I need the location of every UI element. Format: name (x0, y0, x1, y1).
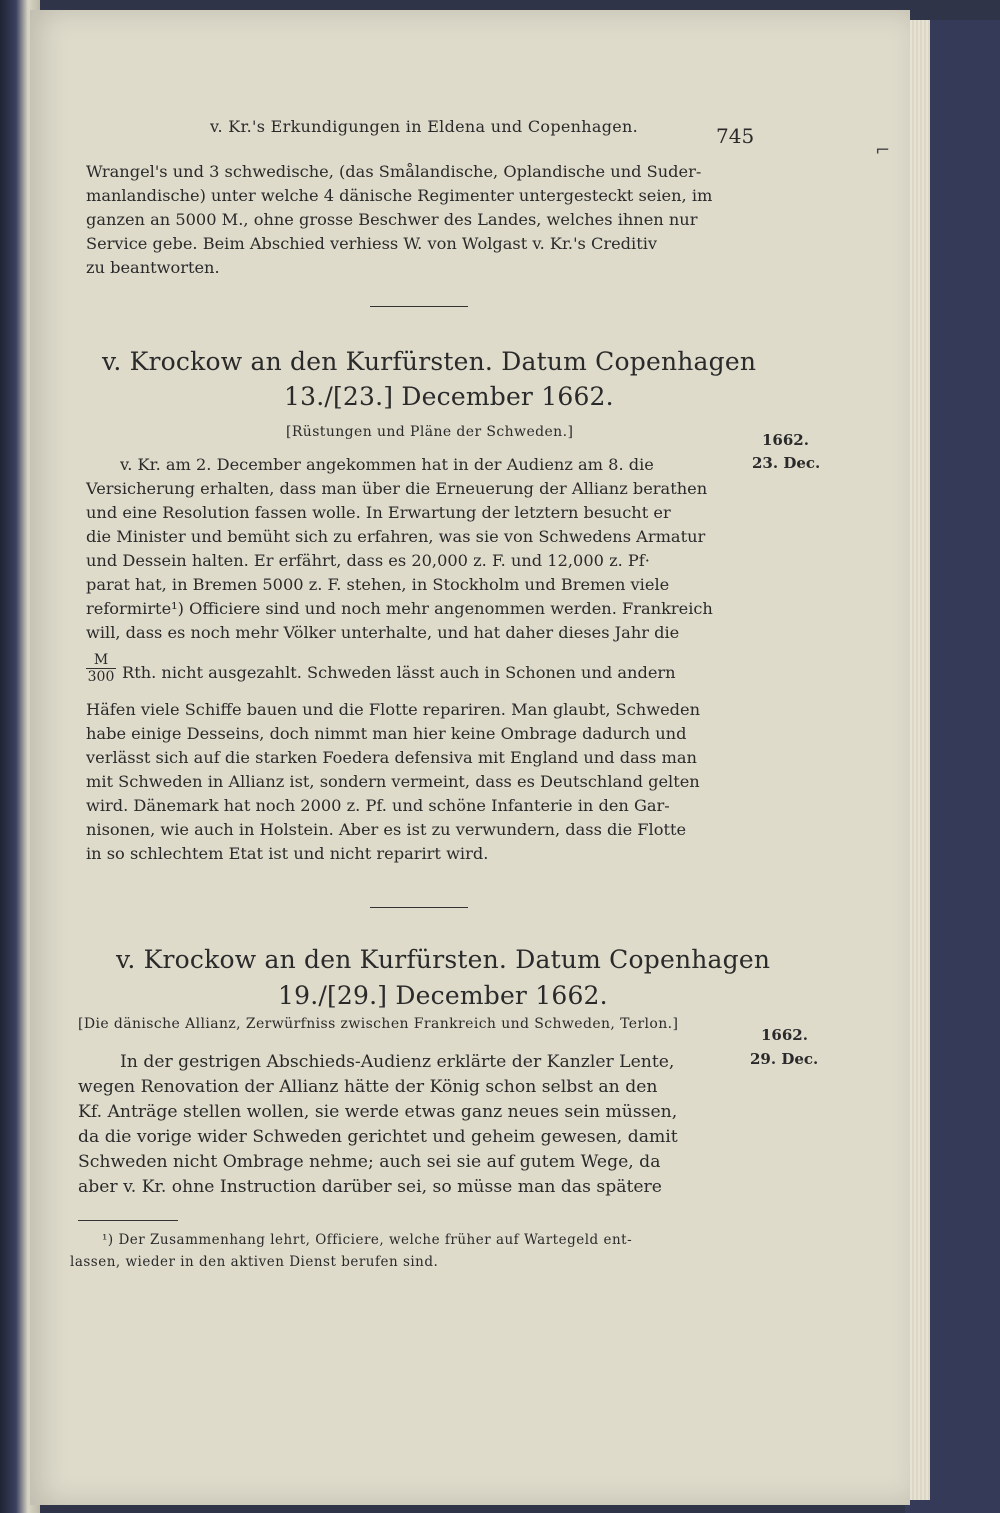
section-title: v. Krockow an den Kurfürsten. Datum Copenhagen (116, 945, 771, 974)
running-title: v. Kr.'s Erkundigungen in Eldena und Copenhagen. (210, 117, 639, 136)
margin-date: 29. Dec. (750, 1050, 819, 1068)
page-number: 745 (716, 124, 755, 148)
text-line: parat hat, in Bremen 5000 z. F. stehen, in Stockholm und Bremen viele (86, 575, 670, 594)
text-line: Schweden nicht Ombrage nehme; auch sei sie auf gutem Wege, da (78, 1152, 661, 1172)
text-line: die Minister und bemüht sich zu erfahren, was sie von Schwedens Armatur (86, 527, 706, 546)
text-line: und eine Resolution fassen wolle. In Erwartung der letztern besucht er (86, 503, 671, 522)
section-summary: [Die dänische Allianz, Zerwürfniss zwischen Frankreich und Schweden, Terlon.] (78, 1016, 679, 1032)
text-line: Kf. Anträge stellen wollen, sie werde etwas ganz neues sein müssen, (78, 1102, 678, 1122)
section-date: 13./[23.] December 1662. (284, 382, 614, 411)
text-line: Wrangel's und 3 schwedische, (das Smålandische, Oplandische und Suder- (86, 162, 702, 181)
margin-year: 1662. (762, 431, 809, 449)
text-line: Häfen viele Schiffe bauen und die Flotte repariren. Man glaubt, Schweden (86, 700, 701, 719)
text-line: nisonen, wie auch in Holstein. Aber es ist zu verwundern, dass die Flotte (86, 820, 687, 839)
fraction-denominator: 300 (87, 669, 115, 685)
text-line: da die vorige wider Schweden gerichtet und geheim gewesen, damit (78, 1127, 678, 1147)
text-line: reformirte¹) Officiere sind und noch mehr angenommen werden. Frankreich (86, 599, 713, 618)
footnote-divider (78, 1220, 178, 1221)
text-line: manlandische) unter welche 4 dänische Regimenter untergesteckt seien, im (86, 186, 713, 205)
text-line: Service gebe. Beim Abschied verhiess W. von Wolgast v. Kr.'s Creditiv (86, 234, 658, 253)
fraction-numerator: M (93, 652, 109, 668)
footnote-line: ¹) Der Zusammenhang lehrt, Officiere, welche früher auf Wartegeld ent- (102, 1232, 633, 1248)
text-line: und Dessein halten. Er erfährt, dass es 20,000 z. F. und 12,000 z. Pf· (86, 551, 650, 570)
text-line: Versicherung erhalten, dass man über die Erneuerung der Allianz berathen (86, 479, 708, 498)
margin-date: 23. Dec. (752, 454, 821, 472)
section-divider (370, 306, 468, 307)
text-line: wegen Renovation der Allianz hätte der König schon selbst an den (78, 1077, 658, 1097)
section-divider (370, 907, 468, 908)
margin-year: 1662. (761, 1026, 808, 1044)
text-line: zu beantworten. (86, 258, 220, 277)
text-line: Rth. nicht ausgezahlt. Schweden lässt auch in Schonen und andern (122, 663, 676, 682)
text-line: in so schlechtem Etat ist und nicht reparirt wird. (86, 844, 489, 863)
text-line: v. Kr. am 2. December angekommen hat in der Audienz am 8. die (120, 455, 654, 474)
text-line: verlässt sich auf die starken Foedera defensiva mit England und dass man (86, 748, 697, 767)
section-summary: [Rüstungen und Pläne der Schweden.] (286, 424, 574, 440)
text-line: mit Schweden in Allianz ist, sondern vermeint, dass es Deutschland gelten (86, 772, 700, 791)
fraction (86, 652, 116, 685)
section-title: v. Krockow an den Kurfürsten. Datum Copenhagen (102, 347, 757, 376)
text-line: aber v. Kr. ohne Instruction darüber sei, so müsse man das spätere (78, 1177, 662, 1197)
footnote-line: lassen, wieder in den aktiven Dienst berufen sind. (70, 1254, 439, 1270)
text-line: will, dass es noch mehr Völker unterhalte, und hat daher dieses Jahr die (86, 623, 680, 642)
text-line: ganzen an 5000 M., ohne grosse Beschwer des Landes, welches ihnen nur (86, 210, 698, 229)
book-page (30, 10, 910, 1505)
text-line: wird. Dänemark hat noch 2000 z. Pf. und schöne Infanterie in den Gar- (86, 796, 670, 815)
text-line: habe einige Desseins, doch nimmt man hier keine Ombrage dadurch und (86, 724, 687, 743)
corner-mark: ⌐ (875, 140, 891, 161)
text-line: In der gestrigen Abschieds-Audienz erklärte der Kanzler Lente, (120, 1052, 675, 1072)
section-date: 19./[29.] December 1662. (278, 981, 608, 1010)
